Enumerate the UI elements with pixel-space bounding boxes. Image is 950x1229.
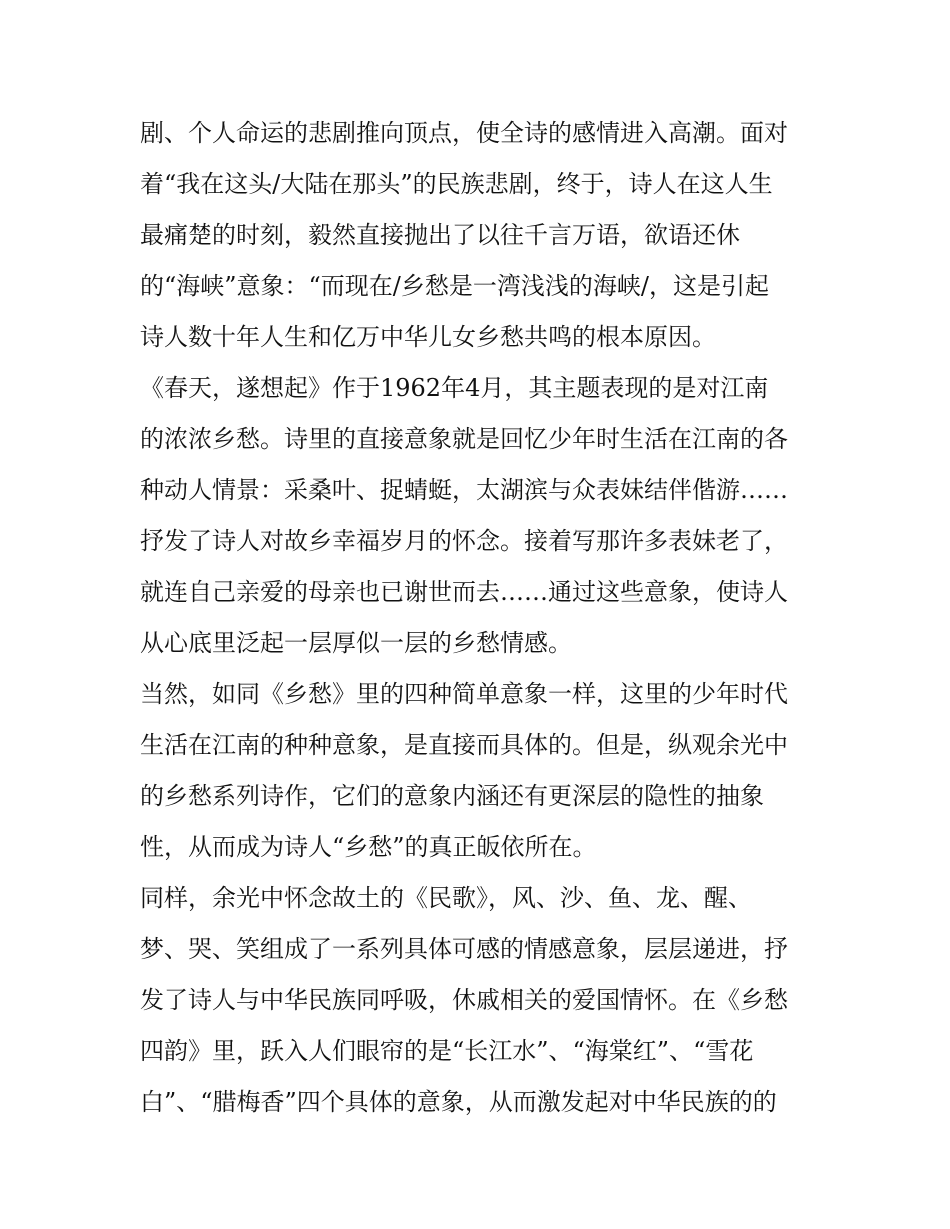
- text-line: 发了诗人与中华民族同呼吸，休戚相关的爱国情怀。在《乡愁: [140, 986, 788, 1014]
- text-line: 从心底里泛起一层厚似一层的乡愁情感。: [140, 629, 572, 657]
- text-line: 着“我在这头/大陆在那头”的民族悲剧，终于，诗人在这人生: [140, 170, 773, 198]
- text-line: 抒发了诗人对故乡幸福岁月的怀念。接着写那许多表妹老了，: [140, 527, 788, 555]
- text-line: 种动人情景：采桑叶、捉蜻蜓，太湖滨与众表妹结伴偕游……: [140, 476, 788, 504]
- text-line: 的乡愁系列诗作，它们的意象内涵还有更深层的隐性的抽象: [140, 782, 764, 810]
- text-line: 四韵》里，跃入人们眼帘的是“长江水”、“海棠红”、“雪花: [140, 1037, 754, 1065]
- text-line: 梦、哭、笑组成了一系列具体可感的情感意象，层层递进，抒: [140, 935, 788, 963]
- text-line: 同样，余光中怀念故土的《民歌》，风、沙、鱼、龙、醒、: [140, 884, 752, 912]
- text-line: 剧、个人命运的悲剧推向顶点，使全诗的感情进入高潮。面对: [140, 119, 788, 147]
- text-line: 性，从而成为诗人“乡愁”的真正皈依所在。: [140, 833, 597, 861]
- text-line: 《春天，遂想起》作于1962年4月，其主题表现的是对江南: [140, 374, 769, 402]
- text-line: 当然，如同《乡愁》里的四种简单意象一样，这里的少年时代: [140, 680, 788, 708]
- text-line: 生活在江南的种种意象，是直接而具体的。但是，纵观余光中: [140, 731, 788, 759]
- text-line: 诗人数十年人生和亿万中华儿女乡愁共鸣的根本原因。: [140, 323, 716, 351]
- text-line: 白”、“腊梅香”四个具体的意象，从而激发起对中华民族的的: [140, 1088, 777, 1116]
- text-line: 的浓浓乡愁。诗里的直接意象就是回忆少年时生活在江南的各: [140, 425, 788, 453]
- text-line: 就连自己亲爱的母亲也已谢世而去……通过这些意象，使诗人: [140, 578, 788, 606]
- text-line: 最痛楚的时刻，毅然直接抛出了以往千言万语，欲语还休: [140, 221, 740, 249]
- body-text: [140, 108, 820, 1128]
- text-line: 的“海峡”意象：“而现在/乡愁是一湾浅浅的海峡/，这是引起: [140, 272, 769, 300]
